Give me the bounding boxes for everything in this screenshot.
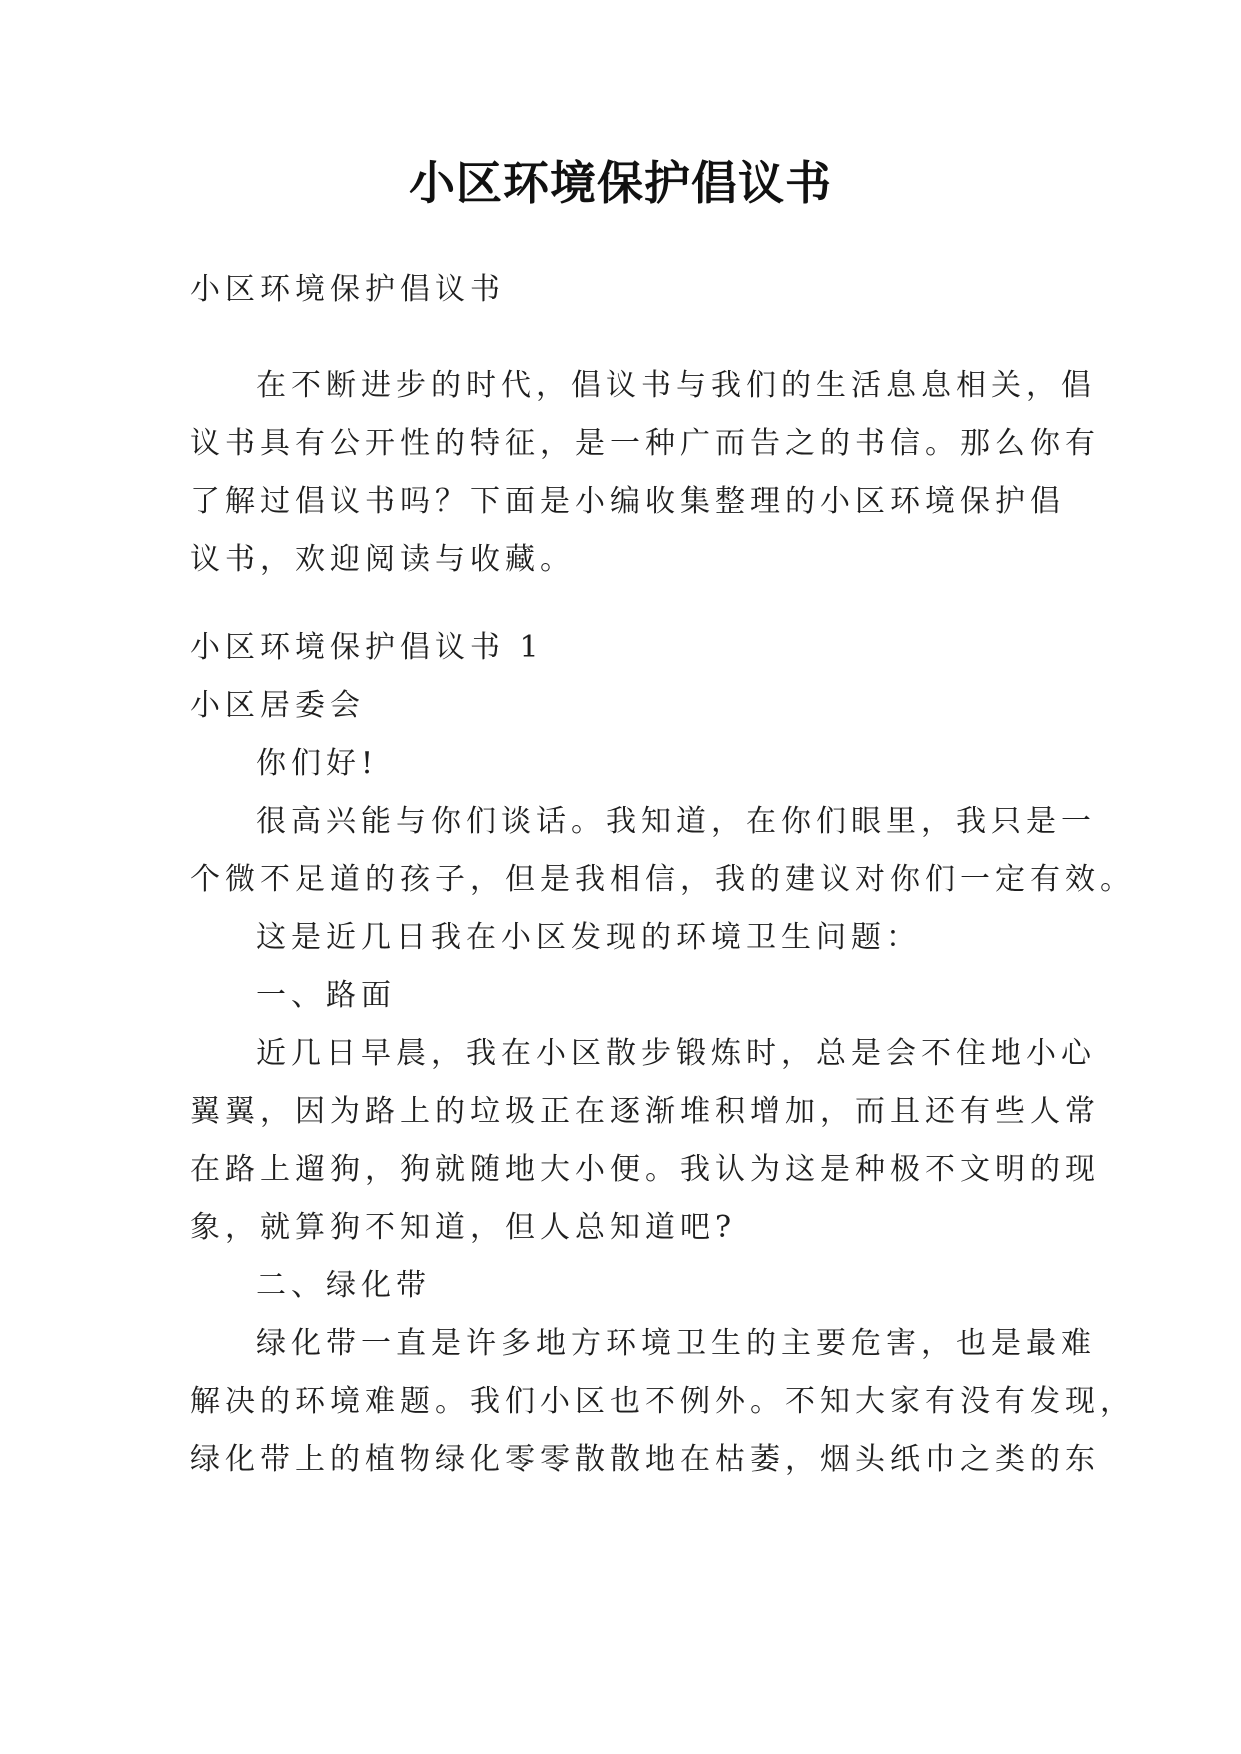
- paragraph-line: 个微不足道的孩子，但是我相信，我的建议对你们一定有效。: [190, 862, 1135, 897]
- paragraph-line: 在路上遛狗，狗就随地大小便。我认为这是种极不文明的现: [190, 1152, 1100, 1187]
- section-heading-road: 一、路面: [256, 978, 396, 1013]
- intro-line: 议书，欢迎阅读与收藏。: [190, 542, 575, 577]
- paragraph-line: 绿化带上的植物绿化零零散散地在枯萎，烟头纸巾之类的东: [190, 1442, 1100, 1477]
- paragraph-line: 象，就算狗不知道，但人总知道吧?: [190, 1210, 737, 1245]
- letter-recipient: 小区居委会: [190, 688, 365, 723]
- document-subtitle-block: [190, 261, 1060, 319]
- paragraph-line: 很高兴能与你们谈话。我知道，在你们眼里，我只是一: [256, 804, 1096, 839]
- paragraph-line: 这是近几日我在小区发现的环境卫生问题：: [256, 920, 921, 955]
- paragraph-line: 翼翼，因为路上的垃圾正在逐渐堆积增加，而且还有些人常: [190, 1094, 1100, 1129]
- intro-paragraph: [190, 357, 1100, 589]
- paragraph-line: 近几日早晨，我在小区散步锻炼时，总是会不住地小心: [256, 1036, 1096, 1071]
- document-subtitle: 小区环境保护倡议书: [190, 272, 505, 307]
- intro-line: 议书具有公开性的特征，是一种广而告之的书信。那么你有: [190, 426, 1100, 461]
- paragraph-line: 绿化带一直是许多地方环境卫生的主要危害，也是最难: [256, 1326, 1096, 1361]
- document-title: 小区环境保护倡议书: [409, 156, 832, 210]
- section-heading-greenbelt: 二、绿化带: [256, 1268, 431, 1303]
- intro-line: 了解过倡议书吗？下面是小编收集整理的小区环境保护倡: [190, 484, 1065, 519]
- letter-greeting: 你们好!: [256, 746, 379, 781]
- letter-body: [190, 619, 1135, 1489]
- section-title: 小区环境保护倡议书 1: [190, 630, 544, 665]
- intro-line: 在不断进步的时代，倡议书与我们的生活息息相关，倡: [256, 368, 1096, 403]
- paragraph-line: 解决的环境难题。我们小区也不例外。不知大家有没有发现，: [190, 1384, 1135, 1419]
